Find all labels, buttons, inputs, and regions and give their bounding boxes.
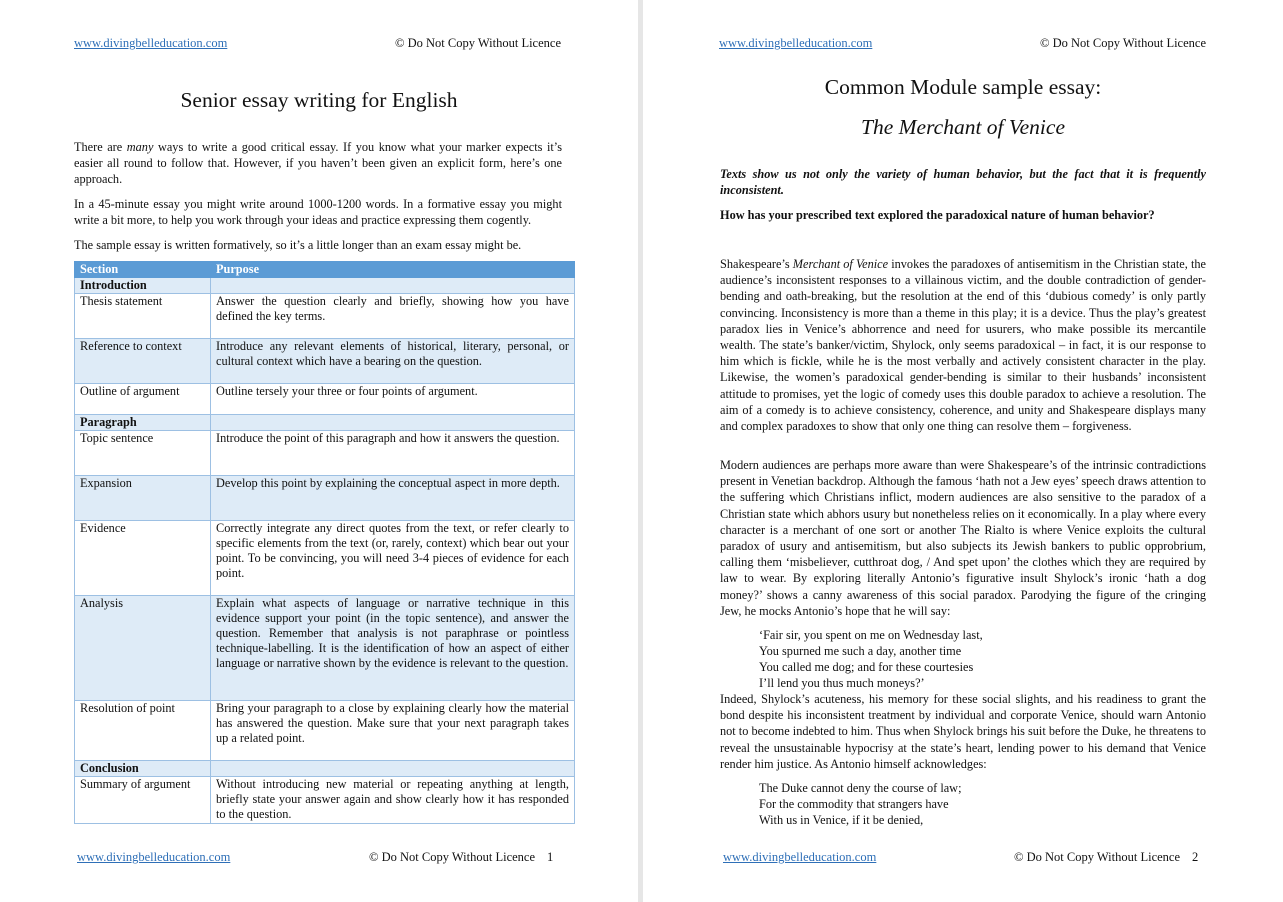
row-purpose: Answer the question clearly and briefly, showing how you have defined the key terms. <box>211 294 575 339</box>
footer-copyright <box>369 850 553 865</box>
header-website-link[interactable]: www.divingbelleducation.com <box>719 36 873 50</box>
intro-paragraph-3: The sample essay is written formatively, so it’s a little longer than an exam essay might be. <box>74 238 522 252</box>
row-purpose: Develop this point by explaining the conceptual aspect in more depth. <box>211 476 575 521</box>
row-purpose: Correctly integrate any direct quotes from the text, or refer clearly to specific elements from the text (or, rarely, context) which bear out your point. To be convincing, you will need 3-4 pieces of evidence for each point. <box>211 521 575 596</box>
essay-structure-table <box>74 261 575 824</box>
table-row <box>75 777 575 824</box>
quote-line: I’ll lend you thus much moneys?’ <box>759 676 925 690</box>
quote-line: The Duke cannot deny the course of law; <box>759 781 962 795</box>
row-section: Evidence <box>75 521 211 596</box>
table-row <box>75 596 575 701</box>
footer-website-link[interactable]: www.divingbelleducation.com <box>723 850 877 864</box>
section-purpose <box>211 278 575 294</box>
table-section-row <box>75 278 575 294</box>
page-number: 1 <box>547 850 554 864</box>
quote-line: You called me dog; and for these courtesies <box>759 660 974 674</box>
quote-line: You spurned me such a day, another time <box>759 644 962 658</box>
table-header-row <box>75 262 575 278</box>
text: There are <box>74 140 127 154</box>
table-row <box>75 476 575 521</box>
essay-paragraph-3: Indeed, Shylock’s acuteness, his memory for these social slights, and his readiness to grant the bond despite his inconsistent treatment by individual and corporate Venice, should warn Antonio not to become indebted to him. Thus when Shylock brings his suit before the Duke, he threatens to reveal the unsustainable hypocrisy at the state’s heart, lending power to his demand that Venice render him justice. As Antonio himself acknowledges: <box>720 692 1206 771</box>
row-purpose: Introduce the point of this paragraph and how it answers the question. <box>211 431 575 476</box>
table-row <box>75 294 575 339</box>
block-quote-2 <box>759 780 961 828</box>
section-label: Conclusion <box>75 761 211 777</box>
table-row <box>75 384 575 415</box>
page-title: Senior essay writing for English <box>180 88 458 112</box>
section-purpose <box>211 761 575 777</box>
essay-prompt: Texts show us not only the variety of human behavior, but the fact that it is frequently inconsistent. <box>720 167 1206 197</box>
table-row <box>75 431 575 476</box>
section-label: Paragraph <box>75 415 211 431</box>
essay-paragraph-1 <box>720 256 1206 434</box>
column-header-section: Section <box>75 262 211 278</box>
row-purpose: Bring your paragraph to a close by explaining clearly how the material has answered the question. Make sure that your next paragraph takes up a related point. <box>211 701 575 761</box>
row-section: Outline of argument <box>75 384 211 415</box>
table-row <box>75 701 575 761</box>
essay-question: How has your prescribed text explored the paradoxical nature of human behavior? <box>720 208 1155 222</box>
table-row <box>75 339 575 384</box>
footer-copyright <box>1014 850 1198 865</box>
column-header-purpose: Purpose <box>211 262 575 278</box>
row-section: Summary of argument <box>75 777 211 824</box>
page-2 <box>643 0 1283 902</box>
quote-line: With us in Venice, if it be denied, <box>759 813 924 827</box>
intro-paragraph-2: In a 45-minute essay you might write around 1000-1200 words. In a formative essay you might write a bit more, to help you work through your ideas and practice expressing them cogently. <box>74 197 562 228</box>
row-purpose: Outline tersely your three or four points of argument. <box>211 384 575 415</box>
copyright-text: © Do Not Copy Without Licence <box>1014 850 1181 864</box>
text: invokes the paradoxes of antisemitism in the Christian state, the audience’s inconsistent responses to a villainous victim, and the double contradiction of gender-bending and oath-breaking, but the resolution at the end of this ‘dubious comedy’ is only partly convincing. Inconsistency is more than a theme in this play; it is a device. Thus the play’s greatest paradox lies in Venice’s abhorrence and need for usurers, who make possible its mercantile wealth. The state’s banker/victim, Shylock, only seems paradoxical – in fact, it is our response to him which is fickle, while he is the most verbally and actively consistent character in the play. Likewise, the women’s paradoxical gender-bending is similar to their husbands’ inconsistent attitude to promises, yet the logic of comedy uses this double paradox to achieve a resolution. The aim of a comedy is to achieve consistency, coherence, and unity and Shakespeare displays many and complex paradoxes to show that only one thing can resolve them – forgiveness. <box>720 257 1206 434</box>
page-number: 2 <box>1192 850 1199 864</box>
copyright-text: © Do Not Copy Without Licence <box>369 850 536 864</box>
row-section: Expansion <box>75 476 211 521</box>
table-section-row <box>75 761 575 777</box>
footer-website-link[interactable]: www.divingbelleducation.com <box>77 850 231 864</box>
row-section: Thesis statement <box>75 294 211 339</box>
text: Shakespeare’s <box>720 257 793 271</box>
header-copyright: © Do Not Copy Without Licence <box>1039 36 1206 50</box>
essay-subtitle: The Merchant of Venice <box>861 115 1065 139</box>
table-row <box>75 521 575 596</box>
quote-line: ‘Fair sir, you spent on me on Wednesday last, <box>759 628 983 642</box>
section-label: Introduction <box>75 278 211 294</box>
row-section: Resolution of point <box>75 701 211 761</box>
header-website-link[interactable]: www.divingbelleducation.com <box>74 36 228 50</box>
row-purpose: Without introducing new material or repeating anything at length, briefly state your answer again and show clearly how it has responded to the question. <box>211 777 575 824</box>
essay-title: Common Module sample essay: <box>824 75 1102 99</box>
page-1 <box>0 0 638 902</box>
emphasis-text: many <box>126 140 154 154</box>
section-purpose <box>211 415 575 431</box>
intro-paragraph-1 <box>74 139 562 188</box>
row-purpose: Introduce any relevant elements of historical, literary, personal, or cultural context which have a bearing on the question. <box>211 339 575 384</box>
quote-line: For the commodity that strangers have <box>759 797 949 811</box>
emphasis-text: Merchant of Venice <box>792 257 889 271</box>
row-section: Analysis <box>75 596 211 701</box>
text: ways to write a good critical essay. If you know what your marker expects it’s easier all round to follow that. However, if you haven’t been given an explicit form, here’s one approach. <box>74 140 562 187</box>
block-quote-1 <box>759 627 983 691</box>
row-section: Reference to context <box>75 339 211 384</box>
header-copyright: © Do Not Copy Without Licence <box>394 36 561 50</box>
essay-paragraph-2: Modern audiences are perhaps more aware than were Shakespeare’s of the intrinsic contradictions present in Venetian backdrop. Although the famous ‘hath not a Jew eyes’ speech draws attention to the suffering which Christians inflict, modern audiences are also sensitive to the paradox of a Christian state which abhors usury but nonetheless relies on it economically. In a play where every character is a merchant of one sort or another The Rialto is where Venice exploits the cultural paradox of usury and antisemitism, but also subjects its Jewish bankers to public opprobrium, calling them ‘misbeliever, cutthroat dog, / And spet upon’ the clothes which they are required by law to wear. By exploring literally Antonio’s figurative insult Shylock’s ironic ‘hath a dog money?’ shows a canny awareness of this social paradox. Parodying the figure of the cringing Jew, he mocks Antonio’s hope that he will say: <box>720 458 1206 618</box>
row-section: Topic sentence <box>75 431 211 476</box>
row-purpose: Explain what aspects of language or narrative technique in this evidence support your point (in the topic sentence), and answer the question. Remember that analysis is not paraphrase or pointless technique-labelling. It is the identification of how an aspect of either language or narrative shown by the evidence is relevant to the question. <box>211 596 575 701</box>
table-section-row <box>75 415 575 431</box>
